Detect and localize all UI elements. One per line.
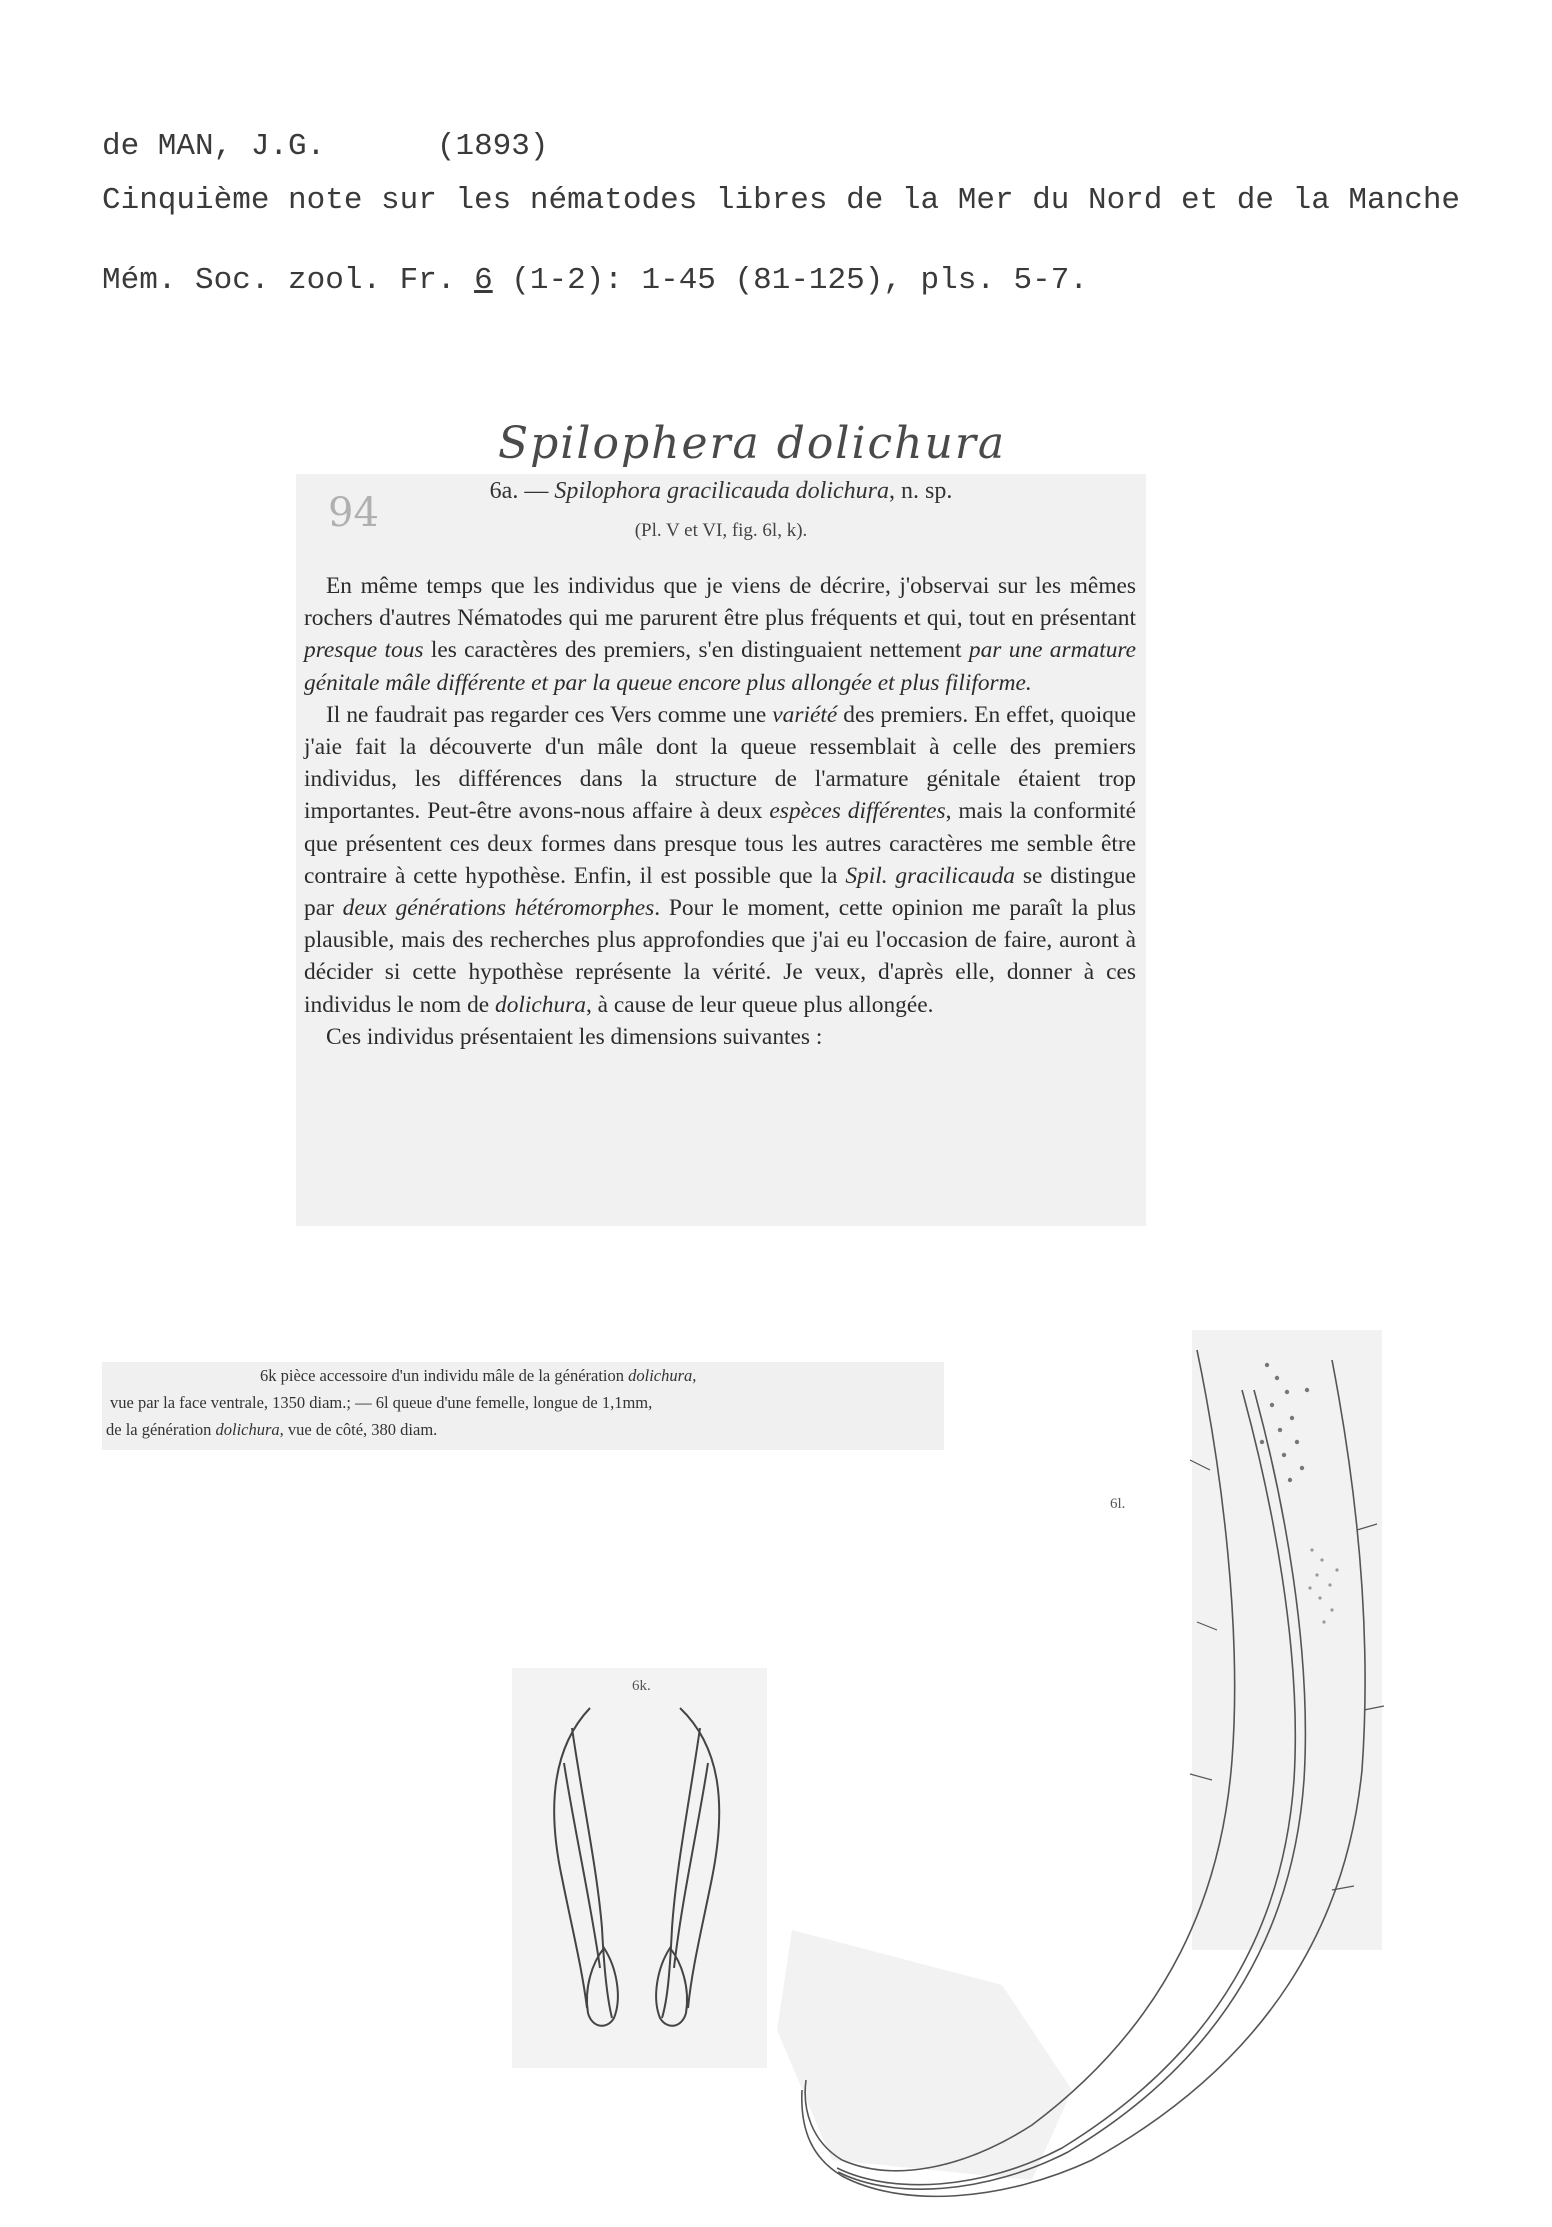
citation-volume: 6: [474, 263, 493, 298]
text-run: les caractères des premiers, s'en distinguaient nettement: [423, 637, 969, 664]
text-clipping: [296, 474, 1146, 1226]
text-run: . Pour le moment, cette opinion me paraît la plus plausible, mais des recherches plus approfondies que j'ai eu l'occasion de faire, auront à décider si cette hypothèse représente la vérité. Je veux, d'après elle, donner à ces individus le nom de: [304, 895, 1136, 1018]
text-run: presque tous: [304, 637, 424, 664]
text-run: par une armature génitale mâle différente et par la queue encore plus allongée et plus filiforme.: [304, 637, 1136, 696]
caption-line-1: 6k pièce accessoire d'un individu mâle de la génération dolichura,: [260, 1366, 697, 1385]
paragraph-1: [304, 570, 1136, 699]
paragraph-2: [304, 699, 1136, 1021]
citation-author: de MAN, J.G.: [102, 129, 326, 164]
text-run: dolichura: [495, 991, 586, 1018]
citation-author-line: [102, 130, 549, 164]
text-run: Il ne faudrait pas regarder ces Vers comme une: [326, 701, 773, 728]
figure-6l-female-tail: [772, 1330, 1392, 2200]
figure-6l-drawing: [772, 1330, 1392, 2200]
text-run: espèces différentes: [769, 798, 946, 825]
caption-line-2: vue par la face ventrale, 1350 diam.; — 6l queue d'une femelle, longue de 1,1mm,: [110, 1393, 653, 1412]
text-run: des premiers. En effet, quoique j'aie fait la découverte d'un mâle dont la queue ressemblait à celle des premiers individus, les différences dans la structure de l'armature génitale étaient trop importantes. Peut-être avons-nous affaire à deux: [304, 701, 1136, 825]
text-run: variété: [772, 701, 838, 728]
text-run: Spil. gracilicauda: [845, 862, 1015, 889]
citation-title: Cinquième note sur les nématodes libres de la Mer du Nord et de la Manche: [102, 183, 1461, 218]
figure-6l-label: 6l.: [1110, 1496, 1126, 1512]
text-run: deux générations hétéromorphes: [342, 895, 655, 922]
plate-reference: (Pl. V et VI, fig. 6l, k).: [634, 520, 808, 541]
margin-pencil-note: 94: [328, 490, 379, 536]
clipping-body: [304, 570, 1136, 1053]
text-run: , mais la conformité que présentent ces deux formes dans presque tous les autres caractères me semble être contraire à cette hypothèse. Enfin, il est possible que la: [304, 798, 1136, 889]
text-run: En même temps que les individus que je viens de décrire, j'observai sur les mêmes rochers d'autres Nématodes qui me parurent être plus fréquents et qui, tout en présentant: [304, 573, 1136, 632]
text-run: Ces individus présentaient les dimensions suivantes :: [326, 1023, 823, 1050]
text-run: , à cause de leur queue plus allongée.: [585, 991, 934, 1018]
handwritten-species-title: Spilophera dolichura: [498, 418, 1007, 469]
citation-journal: Mém. Soc. zool. Fr. 6 (1-2): 1-45 (81-125), pls. 5-7.: [102, 263, 1088, 298]
species-heading-name: Spilophora gracilicauda dolichura: [554, 478, 889, 504]
paragraph-3: [304, 1021, 1136, 1053]
citation-year: (1893): [436, 129, 549, 164]
figure-6k-label: 6k.: [632, 1678, 651, 1694]
species-heading: 6a. — Spilophora gracilicauda dolichura, n. sp.: [489, 478, 953, 504]
figure-6k-accessory-piece: [512, 1668, 767, 2068]
text-run: se distingue par: [304, 862, 1136, 922]
caption-line-3: de la génération dolichura, vue de côté, 380 diam.: [106, 1420, 438, 1439]
figure-6k-drawing: [512, 1668, 767, 2068]
